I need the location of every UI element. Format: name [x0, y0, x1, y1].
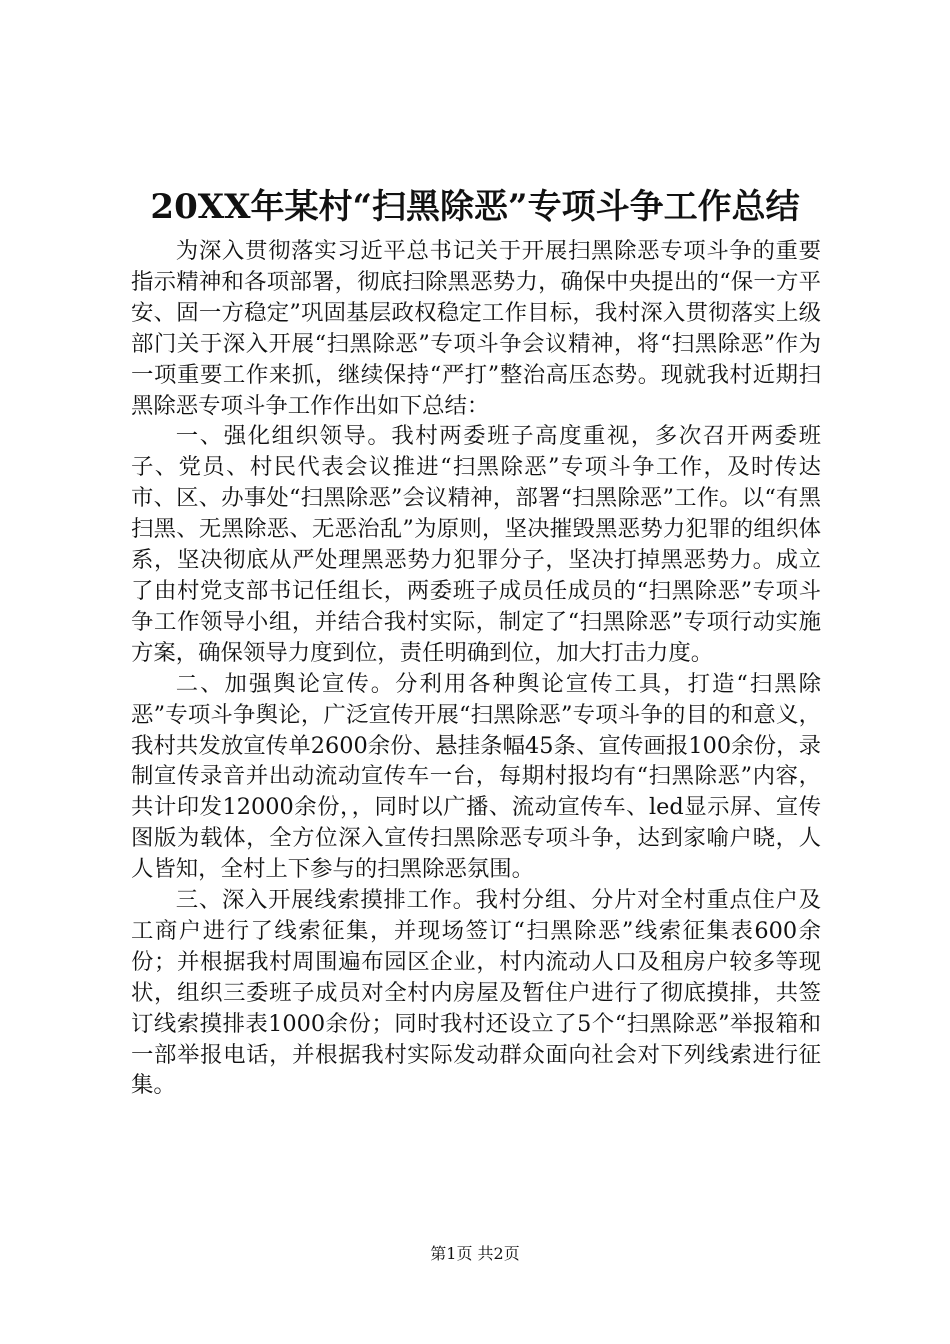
paragraph-section-3: 三、深入开展线索摸排工作。我村分组、分片对全村重点住户及工商户进行了线索征集，并现场签订“扫黑除恶”线索征集表600余份；并根据我村周围遍布园区企业，村内流动人口及租房户较多等现状，组织三委班子成员对全村内房屋及暂住户进行了彻底摸排，共签订线索摸排表1000余份；同时我村还设立了5个“扫黑除恶”举报箱和一部举报电话，并根据我村实际发动群众面向社会对下列线索进行征集。: [131, 887, 821, 1099]
paragraph-section-1: 一、强化组织领导。我村两委班子高度重视，多次召开两委班子、党员、村民代表会议推进“扫黑除恶”专项斗争工作，及时传达市、区、办事处“扫黑除恶”会议精神，部署“扫黑除恶”工作。以“有黑扫黑、无黑除恶、无恶治乱”为原则，坚决摧毁黑恶势力犯罪的组织体系，坚决彻底从严处理黑恶势力犯罪分子，坚决打掉黑恶势力。成立了由村党支部书记任组长，两委班子成员任成员的“扫黑除恶”专项斗争工作领导小组，并结合我村实际，制定了“扫黑除恶”专项行动实施方案，确保领导力度到位，责任明确到位，加大打击力度。: [131, 423, 821, 666]
document-title: 20XX年某村“扫黑除恶”专项斗争工作总结: [150, 187, 800, 227]
document-body: [131, 236, 821, 1101]
page-number-footer: 第1页 共2页: [430, 1244, 520, 1263]
paragraph-section-2: 二、加强舆论宣传。分利用各种舆论宣传工具，打造“扫黑除恶”专项斗争舆论，广泛宣传开展“扫黑除恶”专项斗争的目的和意义，我村共发放宣传单2600余份、悬挂条幅45条、宣传画报100余份，录制宣传录音并出动流动宣传车一台，每期村报均有“扫黑除恶”内容，共计印发12000余份，，同时以广播、流动宣传车、led显示屏、宣传图版为载体，全方位深入宣传扫黑除恶专项斗争，达到家喻户晓，人人皆知，全村上下参与的扫黑除恶氛围。: [131, 670, 821, 883]
paragraph-intro: 为深入贯彻落实习近平总书记关于开展扫黑除恶专项斗争的重要指示精神和各项部署，彻底扫除黑恶势力，确保中央提出的“保一方平安、固一方稳定”巩固基层政权稳定工作目标，我村深入贯彻落实上级部门关于深入开展“扫黑除恶”专项斗争会议精神，将“扫黑除恶”作为一项重要工作来抓，继续保持“严打”整治高压态势。现就我村近期扫黑除恶专项斗争工作作出如下总结：: [131, 238, 821, 419]
